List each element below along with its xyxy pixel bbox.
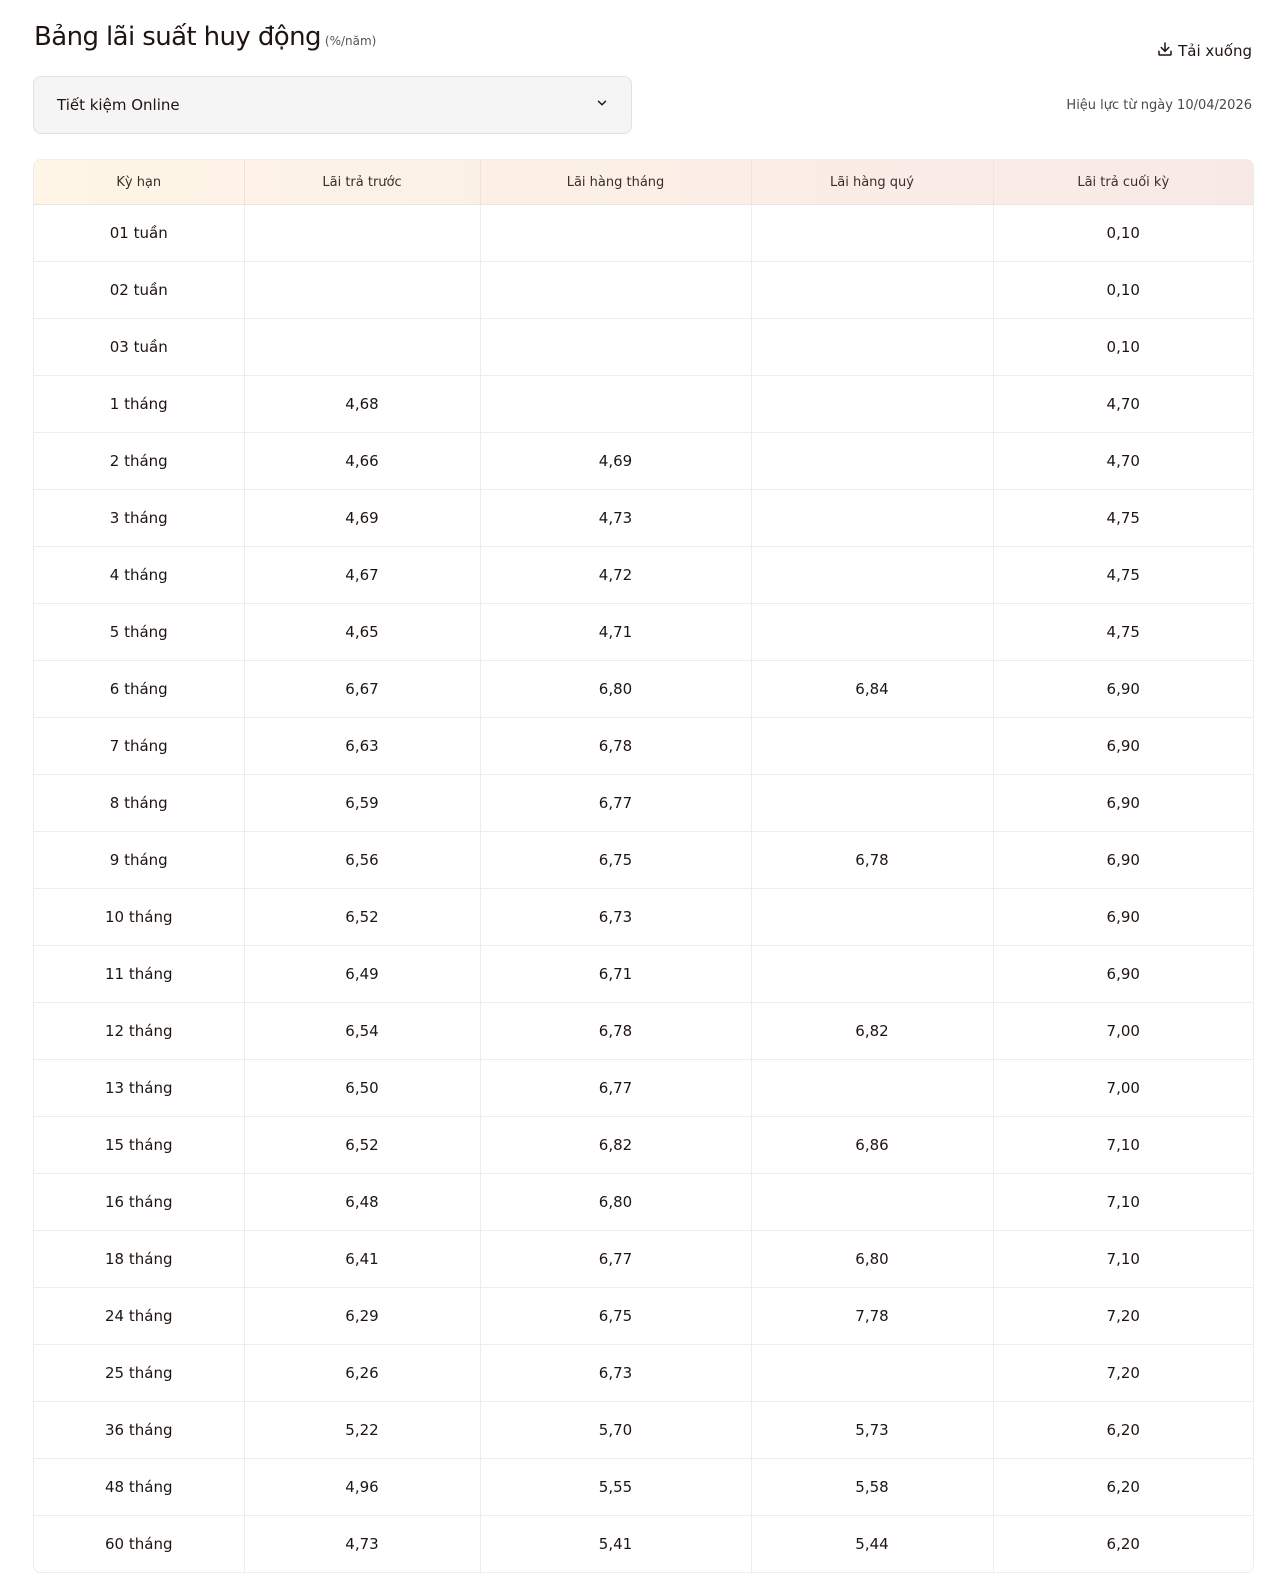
effective-date: Hiệu lực từ ngày 10/04/2026	[1066, 98, 1252, 113]
rate-cell	[751, 946, 993, 1003]
table-row	[34, 433, 1253, 490]
table-row	[34, 1516, 1253, 1573]
table-header-row	[34, 160, 1253, 205]
rate-cell: 4,75	[993, 490, 1253, 547]
rate-cell: 6,52	[244, 889, 480, 946]
rate-cell	[751, 319, 993, 376]
rate-cell	[751, 205, 993, 262]
rate-cell: 6,63	[244, 718, 480, 775]
rate-cell	[244, 262, 480, 319]
rate-cell: 6,73	[480, 889, 751, 946]
term-cell: 60 tháng	[34, 1516, 244, 1573]
table-row	[34, 1060, 1253, 1117]
rate-cell: 0,10	[993, 262, 1253, 319]
rate-cell: 6,80	[480, 1174, 751, 1231]
rate-cell: 6,54	[244, 1003, 480, 1060]
rate-cell: 6,20	[1106, 1535, 1140, 1553]
rate-cell: 6,75	[480, 1288, 751, 1345]
rate-cell: 7,00	[993, 1060, 1253, 1117]
term-cell: 24 tháng	[34, 1288, 244, 1345]
table-row	[34, 547, 1253, 604]
rate-cell: 4,73	[244, 1516, 480, 1573]
table-row	[34, 1003, 1253, 1060]
term-cell: 10 tháng	[34, 889, 244, 946]
rate-cell	[751, 604, 993, 661]
interest-rate-table	[33, 159, 1254, 1573]
rate-cell: 4,69	[244, 490, 480, 547]
rate-cell: 4,70	[993, 376, 1253, 433]
term-cell: 36 tháng	[34, 1402, 244, 1459]
term-cell: 12 tháng	[34, 1003, 244, 1060]
rate-cell: 4,73	[480, 490, 751, 547]
rate-cell: 7,78	[751, 1288, 993, 1345]
table-row	[34, 604, 1253, 661]
rate-cell	[751, 262, 993, 319]
rate-cell: 6,49	[244, 946, 480, 1003]
rate-cell: 0,10	[993, 319, 1253, 376]
rate-cell	[480, 376, 751, 433]
rate-cell: 6,78	[480, 718, 751, 775]
term-cell: 9 tháng	[34, 832, 244, 889]
term-cell: 02 tuần	[34, 262, 244, 319]
rate-cell: 7,10	[993, 1174, 1253, 1231]
term-cell: 13 tháng	[34, 1060, 244, 1117]
chevron-down-icon	[595, 96, 609, 114]
table-row	[34, 889, 1253, 946]
rate-cell: 7,10	[993, 1231, 1253, 1288]
rate-cell: 5,22	[244, 1402, 480, 1459]
rate-cell: 7,20	[993, 1345, 1253, 1402]
term-cell: 4 tháng	[34, 547, 244, 604]
rate-cell: 6,56	[244, 832, 480, 889]
table-row	[34, 1345, 1253, 1402]
term-cell: 6 tháng	[34, 661, 244, 718]
rate-cell: 5,55	[480, 1459, 751, 1516]
term-cell: 01 tuần	[34, 205, 244, 262]
term-cell: 18 tháng	[34, 1231, 244, 1288]
rate-cell: 0,10	[993, 205, 1253, 262]
rate-cell: 6,20	[993, 1459, 1253, 1516]
rate-cell: 5,58	[751, 1459, 993, 1516]
table-row	[34, 832, 1253, 889]
download-button[interactable]	[1156, 40, 1252, 62]
rate-cell	[244, 205, 480, 262]
rate-cell: 5,73	[751, 1402, 993, 1459]
table-row	[34, 1288, 1253, 1345]
rate-cell: 6,78	[480, 1003, 751, 1060]
table-row	[34, 1174, 1253, 1231]
rate-cell	[751, 775, 993, 832]
rate-cell: 6,90	[993, 718, 1253, 775]
rate-cell: 6,20	[993, 1402, 1253, 1459]
rate-cell: 4,69	[480, 433, 751, 490]
column-header: Lãi hàng tháng	[480, 160, 751, 205]
rate-cell: 6,73	[480, 1345, 751, 1402]
rate-cell	[751, 547, 993, 604]
rate-cell: 6,26	[244, 1345, 480, 1402]
table-row	[34, 490, 1253, 547]
rate-cell: 6,59	[244, 775, 480, 832]
rate-cell: 6,48	[244, 1174, 480, 1231]
rate-cell: 6,90	[993, 946, 1253, 1003]
rate-cell	[480, 319, 751, 376]
term-cell: 8 tháng	[34, 775, 244, 832]
term-cell: 03 tuần	[34, 319, 244, 376]
page-title: Bảng lãi suất huy động	[34, 22, 321, 52]
term-cell: 48 tháng	[34, 1459, 244, 1516]
rate-cell: 6,90	[993, 661, 1253, 718]
table-row	[34, 205, 1253, 262]
rate-cell	[751, 1174, 993, 1231]
rate-cell: 4,67	[244, 547, 480, 604]
rate-cell: 6,78	[751, 832, 993, 889]
rate-cell: 4,96	[244, 1459, 480, 1516]
term-cell: 15 tháng	[34, 1117, 244, 1174]
rate-cell	[751, 1345, 993, 1402]
rate-cell: 6,50	[244, 1060, 480, 1117]
rate-cell: 4,75	[993, 604, 1253, 661]
rate-cell: 4,75	[993, 547, 1253, 604]
term-cell: 1 tháng	[34, 376, 244, 433]
rate-cell: 5,44	[751, 1516, 993, 1573]
term-cell: 5 tháng	[34, 604, 244, 661]
table-row	[34, 319, 1253, 376]
unit-label: (%/năm)	[324, 34, 377, 48]
rate-cell: 6,90	[993, 775, 1253, 832]
page-header	[34, 22, 376, 52]
rate-cell: 5,70	[480, 1402, 751, 1459]
rate-cell: 5,41	[480, 1516, 751, 1573]
rate-cell	[480, 262, 751, 319]
table-row	[34, 946, 1253, 1003]
rate-cell: 6,29	[244, 1288, 480, 1345]
rate-cell	[751, 889, 993, 946]
rate-cell: 4,66	[244, 433, 480, 490]
rate-cell	[480, 205, 751, 262]
rate-cell: 6,82	[480, 1117, 751, 1174]
rate-cell	[244, 319, 480, 376]
rate-cell	[751, 376, 993, 433]
rate-cell: 6,52	[244, 1117, 480, 1174]
rate-cell: 6,86	[751, 1117, 993, 1174]
rate-cell: 6,90	[993, 832, 1253, 889]
rate-cell: 6,80	[480, 661, 751, 718]
rate-cell: 7,00	[993, 1003, 1253, 1060]
rate-cell: 6,80	[751, 1231, 993, 1288]
rate-cell: 6,84	[751, 661, 993, 718]
table-row	[34, 1402, 1253, 1459]
rate-cell: 7,10	[993, 1117, 1253, 1174]
table-row	[34, 1231, 1253, 1288]
rate-cell: 4,65	[244, 604, 480, 661]
rate-cell: 7,20	[993, 1288, 1253, 1345]
column-header: Lãi trả cuối kỳ	[993, 160, 1253, 205]
term-cell: 25 tháng	[34, 1345, 244, 1402]
table-row	[34, 262, 1253, 319]
term-cell: 11 tháng	[34, 946, 244, 1003]
rate-cell: 6,67	[244, 661, 480, 718]
rate-cell: 6,82	[751, 1003, 993, 1060]
download-label: Tải xuống	[1178, 42, 1252, 60]
rate-cell: 6,90	[993, 889, 1253, 946]
rate-cell: 6,71	[480, 946, 751, 1003]
table-row	[34, 376, 1253, 433]
rate-cell: 4,70	[993, 433, 1253, 490]
rate-cell: 4,68	[244, 376, 480, 433]
rate-cell: 6,77	[480, 775, 751, 832]
rate-cell	[751, 718, 993, 775]
term-cell: 2 tháng	[34, 433, 244, 490]
column-header: Kỳ hạn	[34, 160, 244, 205]
rate-cell: 4,72	[480, 547, 751, 604]
term-cell: 16 tháng	[34, 1174, 244, 1231]
table-row	[34, 775, 1253, 832]
rate-cell	[751, 490, 993, 547]
rate-cell: 6,41	[244, 1231, 480, 1288]
table-row	[34, 1459, 1253, 1516]
column-header: Lãi trả trước	[244, 160, 480, 205]
rate-cell	[751, 433, 993, 490]
download-icon	[1156, 40, 1178, 62]
rate-cell: 4,71	[480, 604, 751, 661]
table-row	[34, 718, 1253, 775]
table-row	[34, 661, 1253, 718]
product-select[interactable]	[33, 76, 632, 134]
column-header: Lãi hàng quý	[751, 160, 993, 205]
term-cell: 3 tháng	[34, 490, 244, 547]
rate-cell	[751, 1060, 993, 1117]
product-select-value: Tiết kiệm Online	[57, 96, 180, 114]
rate-cell: 6,75	[480, 832, 751, 889]
table-row	[34, 1117, 1253, 1174]
rate-cell: 6,77	[480, 1060, 751, 1117]
rate-cell: 6,77	[480, 1231, 751, 1288]
term-cell: 7 tháng	[34, 718, 244, 775]
